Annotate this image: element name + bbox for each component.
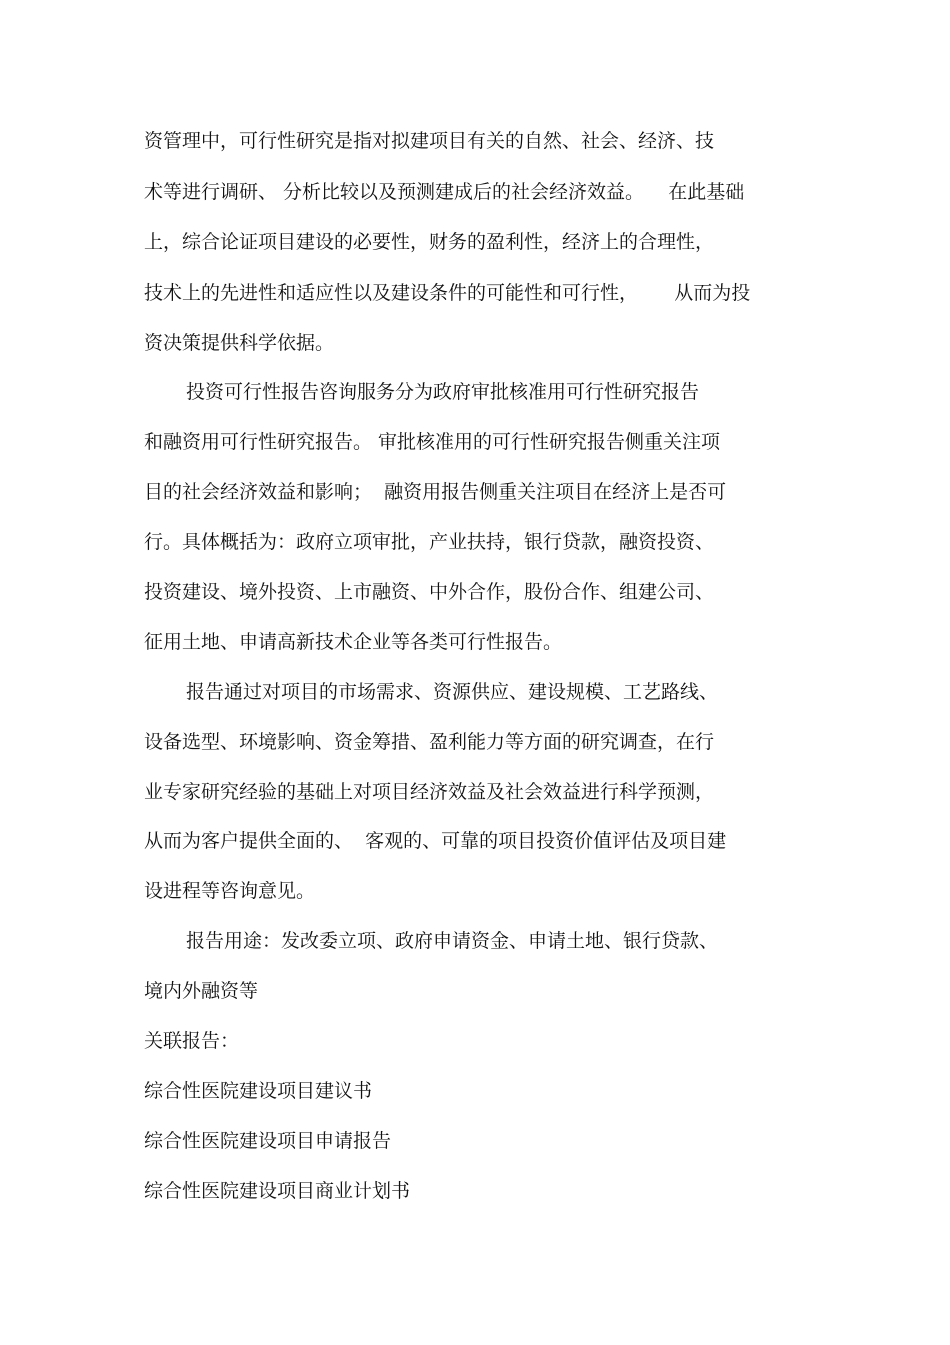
related-report-item: 综合性医院建设项目建议书	[144, 1080, 373, 1102]
paragraph-3-line-5: 设进程等咨询意见。	[144, 880, 316, 902]
paragraph-1-line-3: 上，综合论证项目建设的必要性，财务的盈利性，经济上的合理性，	[144, 231, 715, 253]
paragraph-4-line-2: 境内外融资等	[144, 980, 259, 1002]
paragraph-3-line-4: 从而为客户提供全面的、 客观的、可靠的项目投资价值评估及项目建	[144, 830, 727, 852]
related-report-item: 综合性医院建设项目商业计划书	[144, 1180, 411, 1202]
paragraph-2-line-5: 投资建设、境外投资、上市融资、中外合作，股份合作、组建公司、	[144, 581, 715, 603]
paragraph-3-line-2: 设备选型、环境影响、资金筹措、盈利能力等方面的研究调查，在行	[144, 731, 715, 753]
paragraph-2-line-1: 投资可行性报告咨询服务分为政府审批核准用可行性研究报告	[186, 381, 700, 403]
paragraph-2-line-6: 征用土地、申请高新技术企业等各类可行性报告。	[144, 631, 563, 653]
paragraph-1-line-1: 资管理中，可行性研究是指对拟建项目有关的自然、社会、经济、技	[144, 130, 715, 152]
paragraph-4-line-1: 报告用途：发改委立项、政府申请资金、申请土地、银行贷款、	[186, 930, 719, 952]
related-reports-heading: 关联报告：	[144, 1030, 240, 1052]
paragraph-1-line-5: 资决策提供科学依据。	[144, 332, 335, 354]
paragraph-1-line-2: 术等进行调研、 分析比较以及预测建成后的社会经济效益。 在此基础	[144, 181, 745, 203]
paragraph-3-line-3: 业专家研究经验的基础上对项目经济效益及社会效益进行科学预测，	[144, 781, 715, 803]
paragraph-3-line-1: 报告通过对项目的市场需求、资源供应、建设规模、工艺路线、	[186, 681, 719, 703]
paragraph-1-line-4: 技术上的先进性和适应性以及建设条件的可能性和可行性， 从而为投	[144, 282, 751, 304]
paragraph-2-line-3: 目的社会经济效益和影响； 融资用报告侧重关注项目在经济上是否可	[144, 481, 727, 503]
related-report-item: 综合性医院建设项目申请报告	[144, 1130, 392, 1152]
paragraph-2-line-4: 行。具体概括为：政府立项审批，产业扶持，银行贷款，融资投资、	[144, 531, 715, 553]
paragraph-2-line-2: 和融资用可行性研究报告。 审批核准用的可行性研究报告侧重关注项	[144, 431, 721, 453]
